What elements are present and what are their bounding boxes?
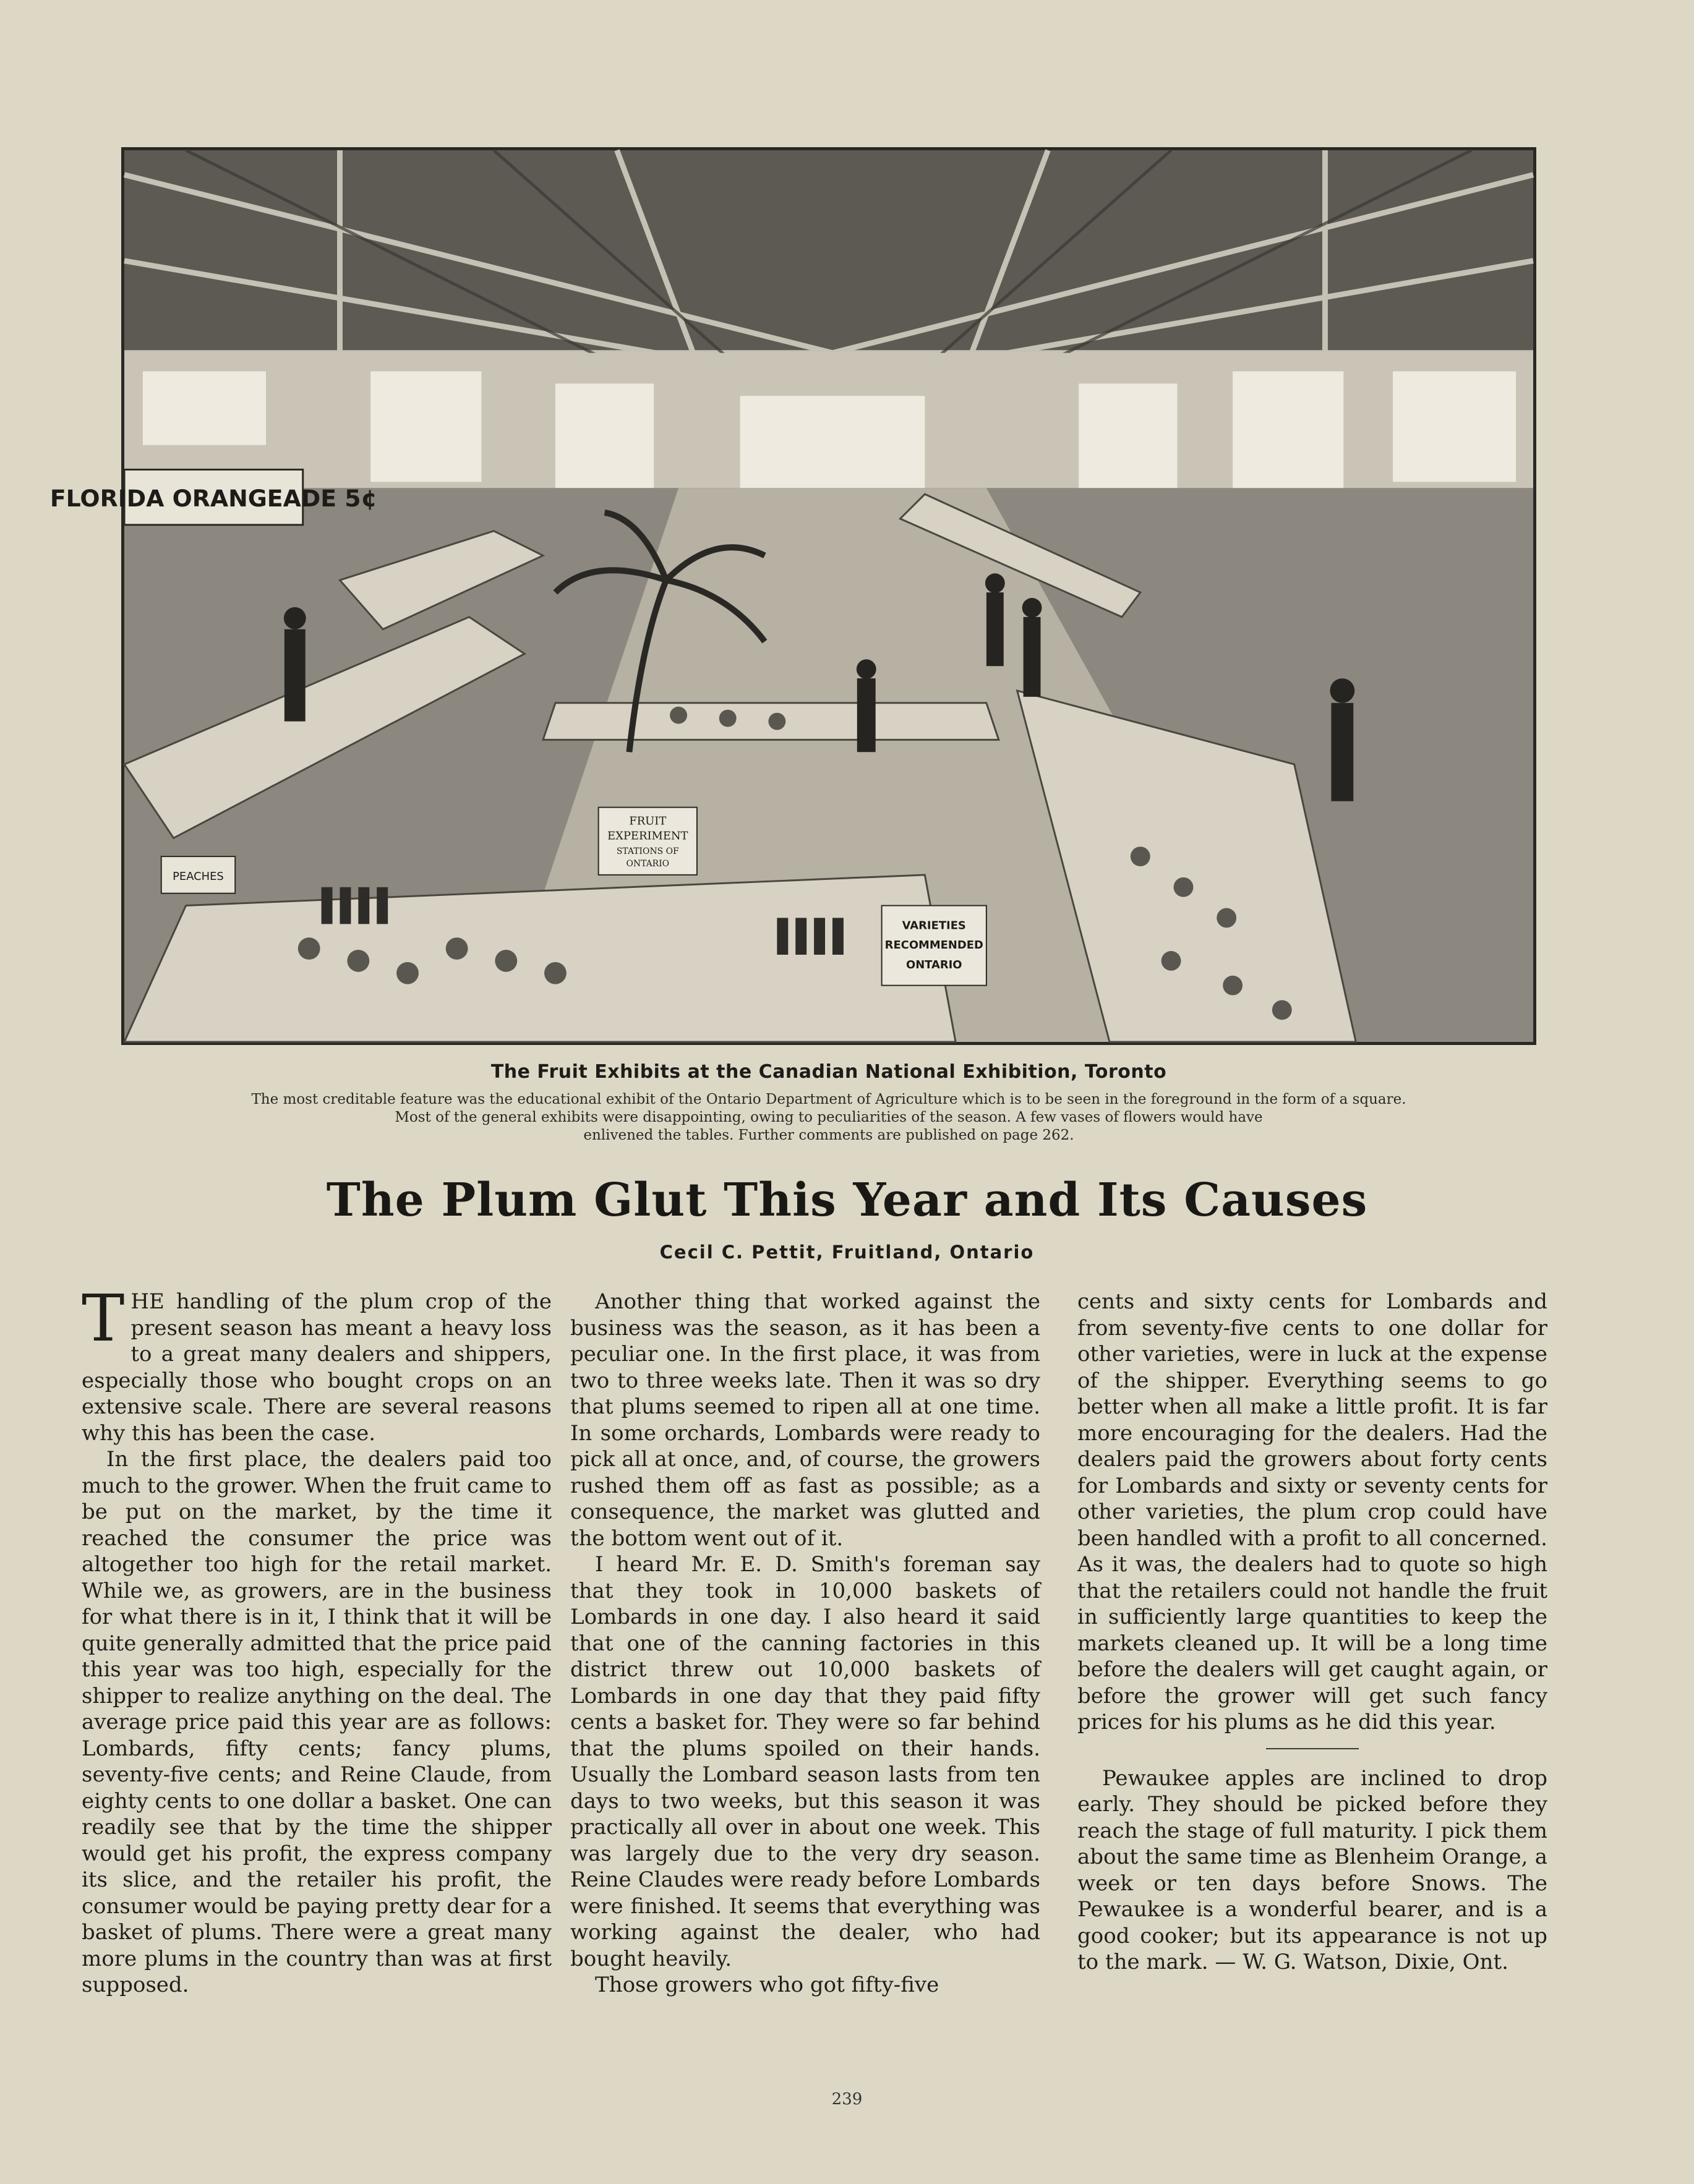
article-paragraph-6: cents and sixty cents for Lombards and from seventy-five cents to one dollar for other varieties, were in luck at the expense of the shipper. Everything seems to go better when all make a little profit. It is far more encouraging for the dealers. Had the dealers paid the growers about forty cents for Lombards and sixty or seventy cents for other varieties, the plum crop could have been handled with a profit to all concerned. As it was, the dealers had to quote so high that the retailers could not handle the fruit in sufficiently large quantities to keep the markets cleaned up. It will be a long time before the dealers will get caught again, or before the grower will get such fancy prices for his plums as he did this year. [1077, 1289, 1547, 1734]
photo-caption-title: The Fruit Exhibits at the Canadian National Exhibition, Toronto [490, 1061, 1167, 1083]
caption-line-3: enlivened the tables. Further comments are published on page 262. [583, 1127, 1074, 1143]
exhibition-hall-illustration [49, 150, 1533, 1042]
varieties-sign-line-2: RECOMMENDED [884, 939, 983, 952]
article-paragraph-5: Those growers who got fifty-five [595, 1973, 939, 1997]
section-divider [1266, 1748, 1359, 1749]
peaches-sign-text: PEACHES [173, 869, 224, 883]
page-number: 239 [831, 2090, 863, 2109]
article-byline: Cecil C. Pettit, Fruitland, Ontario [659, 1242, 1035, 1263]
caption-line-2: Most of the general exhibits were disappointing, owing to peculiarities of the season. A few vases of flowers would have [395, 1109, 1263, 1125]
article-column-2 [570, 1289, 1040, 1998]
article-paragraph-1: THE handling of the plum crop of the present season has meant a heavy loss to a great many dealers and shippers, especially those who bought crops on an extensive scale. There are several reasons why this has been the case. [82, 1281, 552, 1446]
article-paragraph-2: In the first place, the dealers paid too much to the grower. When the fruit came to be put on the market, by the time it reached the consumer the price was altogether too high for the retail market. While we, as growers, are in the business for what there is in it, I think that it will be quite generally admitted that the price paid this year was too high, especially for the shipper to realize anything on the deal. The average price paid this year are as follows: Lombards, fifty cents; fancy plums, seventy-five cents; and Reine Claude, from eighty cents to one dollar a basket. One can readily see that by the time the shipper would get his profit, the express company its slice, and the retailer his profit, the consumer would be paying pretty dear for a basket of plums. There were a great many more plums in the country than was at first supposed. [82, 1447, 552, 1997]
drop-cap: T [82, 1281, 125, 1356]
sign-line-4: ONTARIO [626, 858, 670, 869]
photo-caption-body [142, 1091, 1515, 1145]
pewaukee-note: Pewaukee apples are inclined to drop early. They should be picked before they reach the stage of full maturity. I pick them about the same time as Blenheim Orange, a week or ten days before Snows. The Pewaukee is a wonderful bearer, and is a good cooker; but its appearance is not up to the mark. — W. G. Watson, Dixie, Ont. [1077, 1765, 1547, 1974]
sign-line-2: EXPERIMENT [607, 829, 688, 843]
article-paragraph-3: Another thing that worked against the business was the season, as it has been a peculiar one. In the first place, it was from two to three weeks late. Then it was so dry that plums seemed to ripen all at one time. In some orchards, Lombards were ready to pick all at once, and, of course, the growers rushed them off as fast as possible; as a consequence, the market was glutted and the bottom went out of it. [570, 1289, 1040, 1551]
article-column-3 [1077, 1289, 1547, 1976]
article-paragraph-4: I heard Mr. E. D. Smith's foreman say that they took in 10,000 baskets of Lombards in one day. I also heard it said that one of the canning factories in this district threw out 10,000 baskets of Lombards in one day that they paid fifty cents a basket for. They were so far behind that the plums spoiled on their hands. Usually the Lombard season lasts from ten days to two weeks, but this season it was practically all over in about one week. This was largely due to the very dry season. Reine Claudes were ready before Lombards were finished. It seems that everything was working against the dealer, who had bought heavily. [570, 1552, 1040, 1971]
article-column-1 [82, 1281, 552, 1998]
sign-line-1: FRUIT [629, 814, 667, 828]
exhibition-photo [49, 147, 1536, 1045]
sign-line-3: STATIONS OF [616, 847, 679, 857]
varieties-sign-line-1: VARIETIES [902, 919, 966, 932]
orangeade-sign-text: FLORIDA ORANGEADE 5¢ [49, 485, 377, 512]
caption-line-1: The most creditable feature was the educational exhibit of the Ontario Department of Agriculture which is to be seen in the foreground in the form of a square. [251, 1091, 1406, 1107]
article-headline: The Plum Glut This Year and Its Causes [326, 1174, 1368, 1227]
varieties-sign-line-3: ONTARIO [905, 958, 962, 971]
